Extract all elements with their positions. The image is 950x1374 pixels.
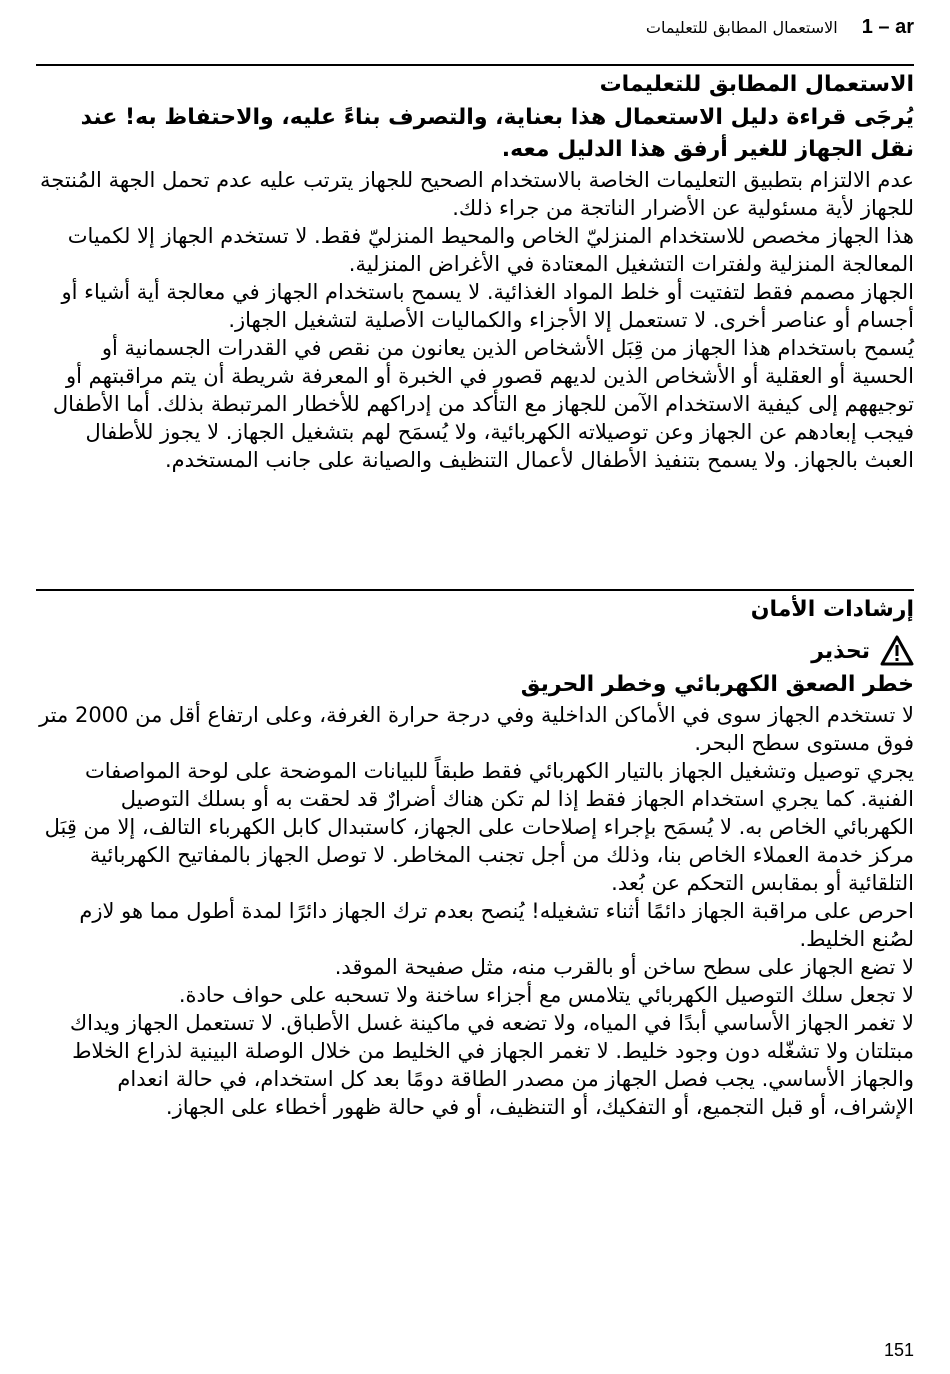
page-header — [36, 10, 914, 44]
safety-heading: إرشادات الأمان — [750, 597, 914, 622]
paragraph: عدم الالتزام بتطبيق التعليمات الخاصة بالاستخدام الصحيح للجهاز يترتب عليه عدم تحمل الجهة المُنتجة للجهاز لأية مسئولية عن الأضرار الناتجة من جراء ذلك. — [40, 168, 914, 220]
divider-safety — [36, 589, 914, 591]
safety-section — [36, 593, 914, 1121]
paragraph: لا تجعل سلك التوصيل الكهربائي يتلامس مع أجزاء ساخنة ولا تسحبه على حواف حادة. — [178, 983, 914, 1007]
paragraph: لا تستخدم الجهاز سوى في الأماكن الداخلية وفي درجة حرارة الغرفة، وعلى ارتفاع أقل من 2000 متر فوق مستوى سطح البحر. — [39, 703, 914, 755]
intended-use-section — [36, 68, 914, 474]
paragraph: يُسمح باستخدام هذا الجهاز من قِبَل الأشخاص الذين يعانون من نقص في القدرات الجسمانية أو الحسية أو العقلية أو الأشخاص الذين لديهم قصور في الخبرة أو المعرفة شريطة أن يتم مراقبتهم أو توجيههم إلى كيفية الاستخدام الآمن للجهاز مع التأكد من إدراكهم للأخطار المرتبطة بذلك. أما الأطفال فيجب إبعادهم عن الجهاز وعن توصيلاته الكهربائية، ولا يُسمَح لهم بتشغيل الجهاز. لا يجوز للأطفال العبث بالجهاز. ولا يسمح بتنفيذ الأطفال لأعمال التنظيف والصيانة على جانب المستخدم. — [52, 336, 914, 472]
section-number: 1 – ar — [861, 15, 914, 38]
paragraph: يجري توصيل وتشغيل الجهاز بالتيار الكهربائي فقط طبقاً للبيانات الموضحة على لوحة المواصفات الفنية. كما يجري استخدام الجهاز فقط إذا لم تكن هناك أضرارٌ قد لحقت به أو بسلك التوصيل الكهربائي الخاص به. لا يُسمَح بإجراء إصلاحات على الجهاز، كاستبدال كابل الكهرباء التالف، إلا من قِبَل مركز خدمة العملاء الخاص بنا، وذلك من أجل تجنب المخاطر. لا توصل الجهاز بالمفاتيح الكهربائية التلقائية أو بمقابس التحكم عن بُعد. — [44, 759, 914, 895]
paragraph: احرص على مراقبة الجهاز دائمًا أثناء تشغيله! يُنصح بعدم ترك الجهاز دائرًا لمدة أطول مما هو لازم لصُنع الخليط. — [79, 899, 914, 951]
paragraph: الجهاز مصمم فقط لتفتيت أو خلط المواد الغذائية. لا يسمح باستخدام الجهاز في معالجة أية أشياء أو أجسام أو عناصر أخرى. لا تستعمل إلا الأجزاء والكماليات الأصلية لتشغيل الجهاز. — [61, 280, 914, 332]
paragraph: لا تغمر الجهاز الأساسي أبدًا في المياه، ولا تضعه في ماكينة غسل الأطباق. لا تستعمل الجهاز ويداك مبتلتان ولا تشغّله دون وجود خليط. لا تغمر الجهاز في الخليط من خلال الوصلة البينية لذراع الخلاط والجهاز الأساسي. يجب فصل الجهاز من مصدر الطاقة دومًا بعد كل استخدام، في حالة انعدام الإشراف، أو قبل التجميع، أو التفكيك، أو التنظيف، أو في حالة ظهور أخطاء على الجهاز. — [69, 1011, 914, 1119]
intended-use-lead: يُرجَى قراءة دليل الاستعمال هذا بعناية، والتصرف بناءً عليه، والاحتفاظ به! عند نقل الجهاز للغير أرفق هذا الدليل معه. — [80, 105, 914, 162]
running-title: الاستعمال المطابق للتعليمات — [645, 17, 838, 37]
paragraph: لا تضع الجهاز على سطح ساخن أو بالقرب منه، مثل صفيحة الموقد. — [334, 955, 914, 979]
warning-row — [36, 633, 914, 669]
paragraph: هذا الجهاز مخصص للاستخدام المنزليّ الخاص والمحيط المنزليّ فقط. لا تستخدم الجهاز إلا لكميات المعالجة المنزلية ولفترات التشغيل المعتادة في الأغراض المنزلية. — [67, 224, 914, 276]
hazard-title: خطر الصعق الكهربائي وخطر الحريق — [520, 672, 914, 697]
divider-top — [36, 64, 914, 66]
document-page — [36, 0, 914, 1374]
page-number: 151 — [883, 1340, 914, 1360]
warning-label: تحذير — [811, 638, 870, 664]
warning-triangle-icon — [880, 635, 914, 667]
intended-use-heading: الاستعمال المطابق للتعليمات — [599, 72, 914, 97]
